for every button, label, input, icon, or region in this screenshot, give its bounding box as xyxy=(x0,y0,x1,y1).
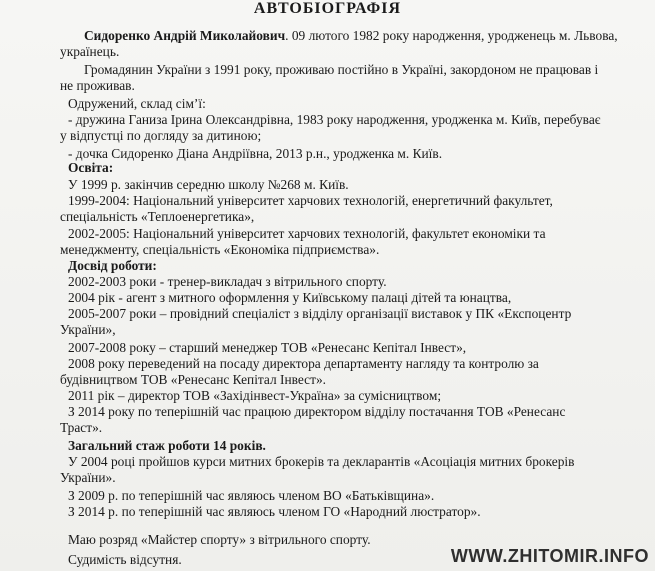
total-experience: Загальний стаж роботи 14 років. xyxy=(68,438,266,453)
courses-line-1: У 2004 році пройшов курси митних брокерів та декларантів «Асоціація митних брокерів xyxy=(68,454,575,469)
education-school: У 1999 р. закінчив середню школу №268 м. Київ. xyxy=(68,177,349,192)
citizenship-line-2: не проживав. xyxy=(60,78,135,93)
experience-heading: Досвід роботи: xyxy=(68,258,157,273)
experience-item: Траст». xyxy=(60,420,103,435)
family-wife-line-1: - дружина Ганиза Ірина Олександрівна, 1983 року народження, уродженка м. Київ, перебуває xyxy=(68,112,601,127)
family-wife-line-2: у відпустці по догляду за дитиною; xyxy=(60,128,262,143)
family-daughter: - дочка Сидоренко Діана Андріївна, 2013 р.н., уродженка м. Київ. xyxy=(68,146,443,161)
site-watermark: WWW.ZHITOMIR.INFO xyxy=(450,546,649,566)
experience-item: будівництвом ТОВ «Ренесанс Кепітал Інвест». xyxy=(60,372,327,387)
experience-item: 2011 рік – директор ТОВ «Західінвест-Україна» за сумісництвом; xyxy=(68,388,442,403)
sport-rank: Маю розряд «Майстер спорту» з вітрильного спорту. xyxy=(68,532,371,547)
person-name: Сидоренко Андрій Миколайович xyxy=(84,28,286,43)
nationality-text: українець. xyxy=(60,44,120,59)
experience-item: 2007-2008 року – старший менеджер ТОВ «Ренесанс Кепітал Інвест», xyxy=(68,340,467,355)
experience-item: 2002-2003 роки - тренер-викладач з вітрильного спорту. xyxy=(68,274,387,289)
intro-line xyxy=(84,28,618,44)
experience-item: 2008 року переведений на посаду директора департаменту нагляду та контролю за xyxy=(68,356,539,371)
citizenship-line-1: Громадянин України з 1991 року, проживаю постійно в Україні, закордоном не працював і xyxy=(84,62,599,77)
education-heading: Освіта: xyxy=(68,160,114,175)
experience-item: З 2014 року по теперішній час працюю директором відділу постачання ТОВ «Ренесанс xyxy=(68,404,566,419)
document-title: АВТОБІОГРАФІЯ xyxy=(253,0,402,17)
education-uni1-line-1: 1999-2004: Національний університет харчових технологій, енергетичний факультет, xyxy=(68,193,553,208)
party-membership: З 2009 р. по теперішній час являюсь членом ВО «Батьківщина». xyxy=(68,488,435,503)
family-heading: Одружений, склад сім’ї: xyxy=(68,96,206,111)
experience-item: 2004 рік - агент з митного оформлення у Київському палаці дітей та юнацтва, xyxy=(68,290,512,305)
education-uni2-line-1: 2002-2005: Національний університет харчових технологій, факультет економіки та xyxy=(68,226,546,241)
courses-line-2: України». xyxy=(60,470,116,485)
birth-text: . 09 лютого 1982 року народження, уродженець м. Львова, xyxy=(285,28,618,43)
experience-item: України», xyxy=(60,322,116,337)
education-uni1-line-2: спеціальність «Теплоенергетика», xyxy=(60,209,255,224)
experience-item: 2005-2007 роки – провідний спеціаліст з відділу організації виставок у ПК «Експоцентр xyxy=(68,306,572,321)
ngo-membership: З 2014 р. по теперішній час являюсь членом ГО «Народний люстратор». xyxy=(68,504,481,519)
criminal-record: Судимість відсутня. xyxy=(68,552,182,567)
education-uni2-line-2: менеджменту, спеціальність «Економіка підприємства». xyxy=(60,242,380,257)
